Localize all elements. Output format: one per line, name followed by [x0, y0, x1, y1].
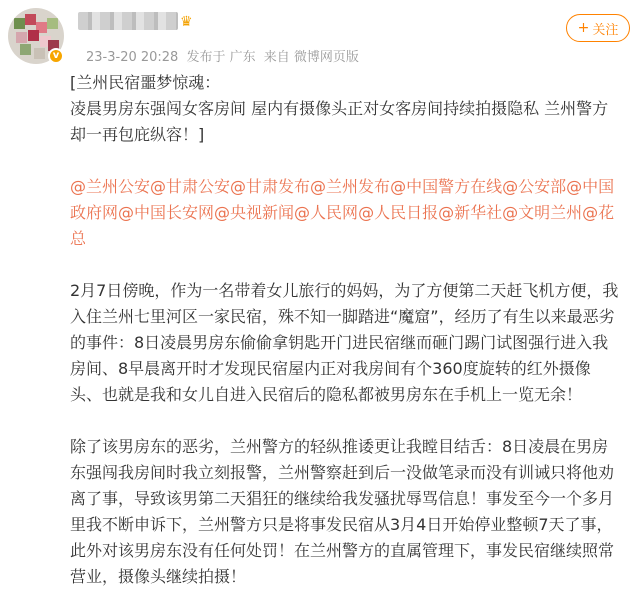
mention-link[interactable]: @甘肃发布	[230, 177, 311, 196]
mention-link[interactable]: @中国政府网	[70, 177, 615, 222]
mention-link[interactable]: @中国警方在线	[390, 177, 503, 196]
post-content	[70, 70, 622, 590]
post-title-line: 凌晨男房东强闯女客房间 屋内有摄像头正对女客房间持续拍摄隐私 兰州警方却一再包庇纵容！]	[70, 99, 609, 144]
post-paragraph: 2月7日傍晚，作为一名带着女儿旅行的妈妈，为了方便第二天赶飞机方便，我入住兰州七里河区一家民宿，殊不知一脚踏进“魔窟”，经历了有生以来最恶劣的事件：8日凌晨男房东偷偷拿钥匙开门进民宿继而砸门踢门试图强行进入我房间、8早晨离开时才发现民宿屋内正对我房间有个360度旋转的红外摄像头、也就是我和女儿自进入民宿后的隐私都被男房东在手机上一览无余！	[70, 281, 619, 404]
follow-label: 关注	[592, 22, 619, 38]
post-meta	[86, 46, 363, 65]
mention-list	[70, 174, 622, 252]
post-title-line: [兰州民宿噩梦惊魂：	[70, 73, 221, 92]
plus-icon: +	[577, 20, 590, 36]
avatar-pixel	[25, 14, 36, 25]
mention-link[interactable]: @文明兰州	[502, 203, 583, 222]
mention-link[interactable]: @央视新闻	[214, 203, 295, 222]
username-blurred[interactable]	[78, 12, 178, 30]
spacer	[70, 252, 622, 278]
mention-link[interactable]: @公安部	[502, 177, 567, 196]
mention-link[interactable]: @甘肃公安	[150, 177, 231, 196]
avatar-pixel	[20, 44, 31, 55]
spacer	[70, 408, 622, 434]
avatar-pixel	[47, 18, 58, 29]
follow-button[interactable]	[566, 14, 630, 42]
avatar-pixel	[28, 30, 39, 41]
post-header	[0, 0, 640, 72]
mention-link[interactable]: @人民日报	[358, 203, 439, 222]
verified-icon: v	[48, 48, 64, 64]
mention-link[interactable]: @新华社	[438, 203, 503, 222]
avatar-pixel	[34, 48, 45, 59]
mention-link[interactable]: @花总	[70, 203, 615, 248]
mention-link[interactable]: @兰州公安	[70, 177, 151, 196]
mention-link[interactable]: @中国长安网	[118, 203, 215, 222]
avatar-pixel	[16, 32, 27, 43]
crown-icon: ♛	[180, 14, 193, 30]
post-time[interactable]: 23-3-20 20:28	[86, 50, 179, 65]
mention-link[interactable]: @兰州发布	[310, 177, 391, 196]
post-paragraph: 除了该男房东的恶劣，兰州警方的轻纵推诿更让我瞠目结舌：8日凌晨在男房东强闯我房间时我立刻报警，兰州警察赶到后一没做笔录而没有训诫只将他劝离了事，导致该男第二天猖狂的继续给我发骚扰辱骂信息！事发至今一个多月里我不断申诉下，兰州警方只是将事发民宿从3月4日开始停业整顿7天了事，此外对该男房东没有任何处罚！在兰州警方的直属管理下，事发民宿继续照常营业，摄像头继续拍摄！	[70, 437, 615, 586]
avatar-pixel	[14, 18, 25, 29]
post-source: 来自 微博网页版	[263, 50, 359, 65]
post-location: 发布于 广东	[186, 50, 256, 65]
spacer	[70, 148, 622, 174]
mention-link[interactable]: @人民网	[294, 203, 359, 222]
